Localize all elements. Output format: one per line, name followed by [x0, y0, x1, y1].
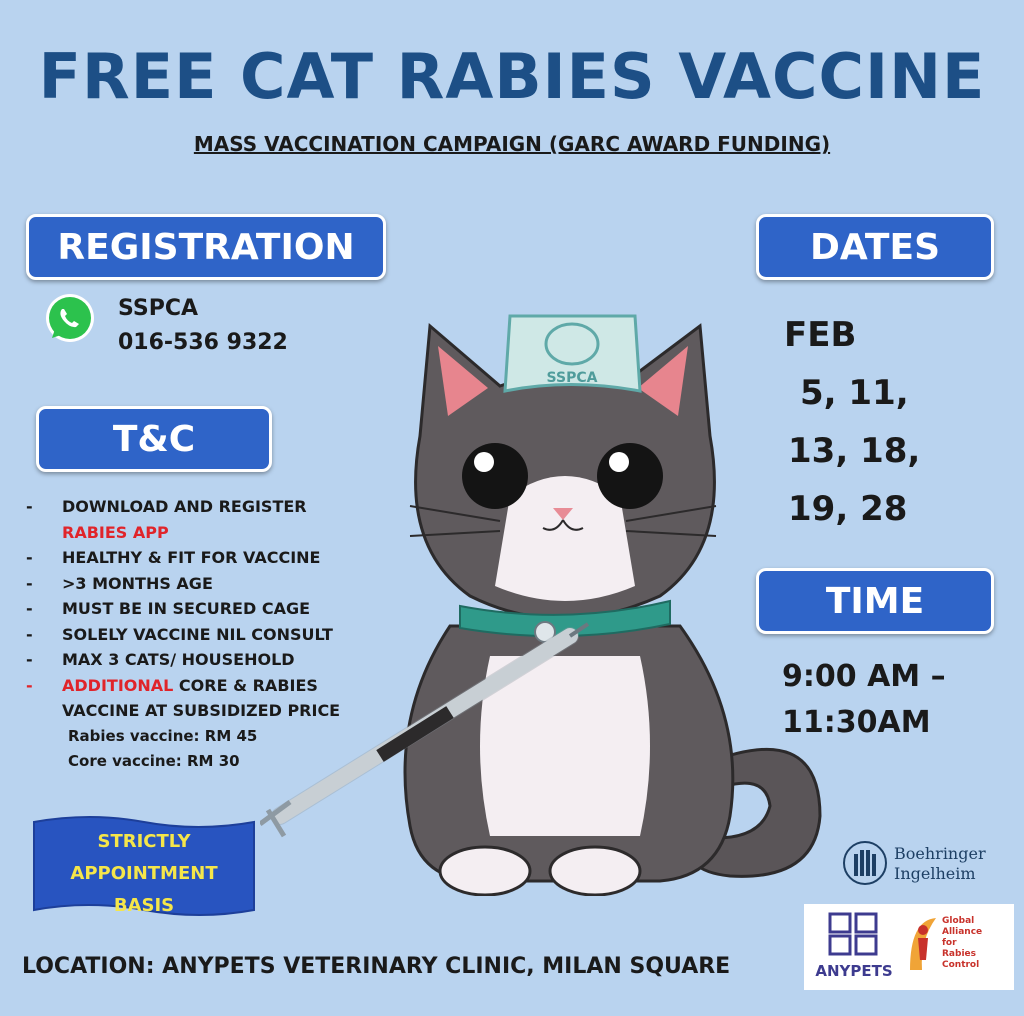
tc-item: - MAX 3 CATS/ HOUSEHOLD [26, 650, 295, 669]
tc-item-text: MUST BE IN SECURED CAGE [62, 599, 311, 618]
registration-phone[interactable]: 016-536 9322 [118, 330, 288, 355]
registration-heading [26, 214, 386, 280]
tc-item: - SOLELY VACCINE NIL CONSULT [26, 624, 333, 644]
time-end: 11:30AM [782, 705, 931, 740]
boehringer-logo-icon [842, 840, 888, 886]
tc-item-text: SOLELY VACCINE NIL CONSULT [62, 624, 333, 644]
tc-item-text: CORE & RABIES VACCINE AT SUBSIDIZED PRICE [62, 675, 341, 720]
dates-days-2: 13, 18, [788, 431, 921, 471]
anypets-logo-icon [826, 910, 882, 958]
tc-item: - DOWNLOAD AND REGISTER RABIES APP [26, 497, 307, 542]
appointment-banner [30, 826, 258, 922]
garc-logo-icon [906, 910, 940, 982]
tc-item-highlight: RABIES APP [62, 522, 169, 542]
garc-logo-text [942, 916, 982, 971]
tc-item-text: >3 MONTHS AGE [62, 573, 213, 593]
tc-item-text: DOWNLOAD AND REGISTER [62, 497, 307, 516]
garc-word: Alliance [942, 927, 983, 937]
dates-days-1: 5, 11, [800, 373, 909, 413]
time-heading-label: TIME [825, 580, 925, 622]
appointment-line-1: STRICTLY [97, 831, 191, 852]
tc-item: - HEALTHY & FIT FOR VACCINE [26, 548, 321, 567]
registration-org: SSPCA [118, 296, 198, 321]
appointment-line-3: BASIS [113, 895, 175, 916]
location-text: LOCATION: ANYPETS VETERINARY CLINIC, MILAN SQUARE [22, 954, 731, 979]
tc-item-text: HEALTHY & FIT FOR VACCINE [62, 548, 321, 567]
boehringer-line-2: Ingelheim [894, 864, 976, 883]
tc-item: - ADDITIONAL CORE & RABIES VACCINE AT SUBSIDIZED PRICE Rabies vaccine: RM 45 Core vaccine: RM 30 [26, 673, 396, 775]
poster-subtitle: MASS VACCINATION CAMPAIGN (GARC AWARD FUNDING) [193, 132, 831, 156]
tc-item-highlight: ADDITIONAL [62, 675, 174, 695]
dates-days-3: 19, 28 [788, 489, 908, 529]
garc-word: Rabies [942, 949, 976, 959]
cat-paw-left [440, 847, 530, 895]
registration-heading-label: REGISTRATION [57, 226, 355, 268]
cat-eye-left [462, 443, 528, 509]
dates-month: FEB [784, 315, 857, 355]
poster-title: FREE CAT RABIES VACCINE [38, 40, 986, 113]
tc-item: - >3 MONTHS AGE [26, 573, 213, 593]
price-core: Core vaccine: RM 30 [68, 752, 240, 770]
appointment-line-2: APPOINTMENT [70, 863, 218, 884]
tc-item: - MUST BE IN SECURED CAGE [26, 599, 311, 618]
garc-word: Control [942, 960, 980, 970]
anypets-logo-text: ANYPETS [815, 962, 893, 980]
garc-word: Global [942, 916, 975, 926]
garc-word: for [942, 938, 957, 948]
tc-heading [36, 406, 272, 472]
tc-heading-label: T&C [112, 418, 196, 460]
cat-illustration [260, 296, 850, 896]
dates-heading-label: DATES [809, 226, 941, 268]
tc-item-text: MAX 3 CATS/ HOUSEHOLD [62, 650, 295, 669]
cat-paw-right [550, 847, 640, 895]
boehringer-logo-text [894, 844, 986, 884]
cat-eye-right [597, 443, 663, 509]
cap-label: SSPCA [546, 370, 598, 386]
boehringer-line-1: Boehringer [894, 844, 986, 863]
price-rabies: Rabies vaccine: RM 45 [68, 726, 258, 745]
dates-heading [756, 214, 994, 280]
time-start: 9:00 AM – [782, 659, 946, 694]
whatsapp-icon [44, 292, 96, 344]
